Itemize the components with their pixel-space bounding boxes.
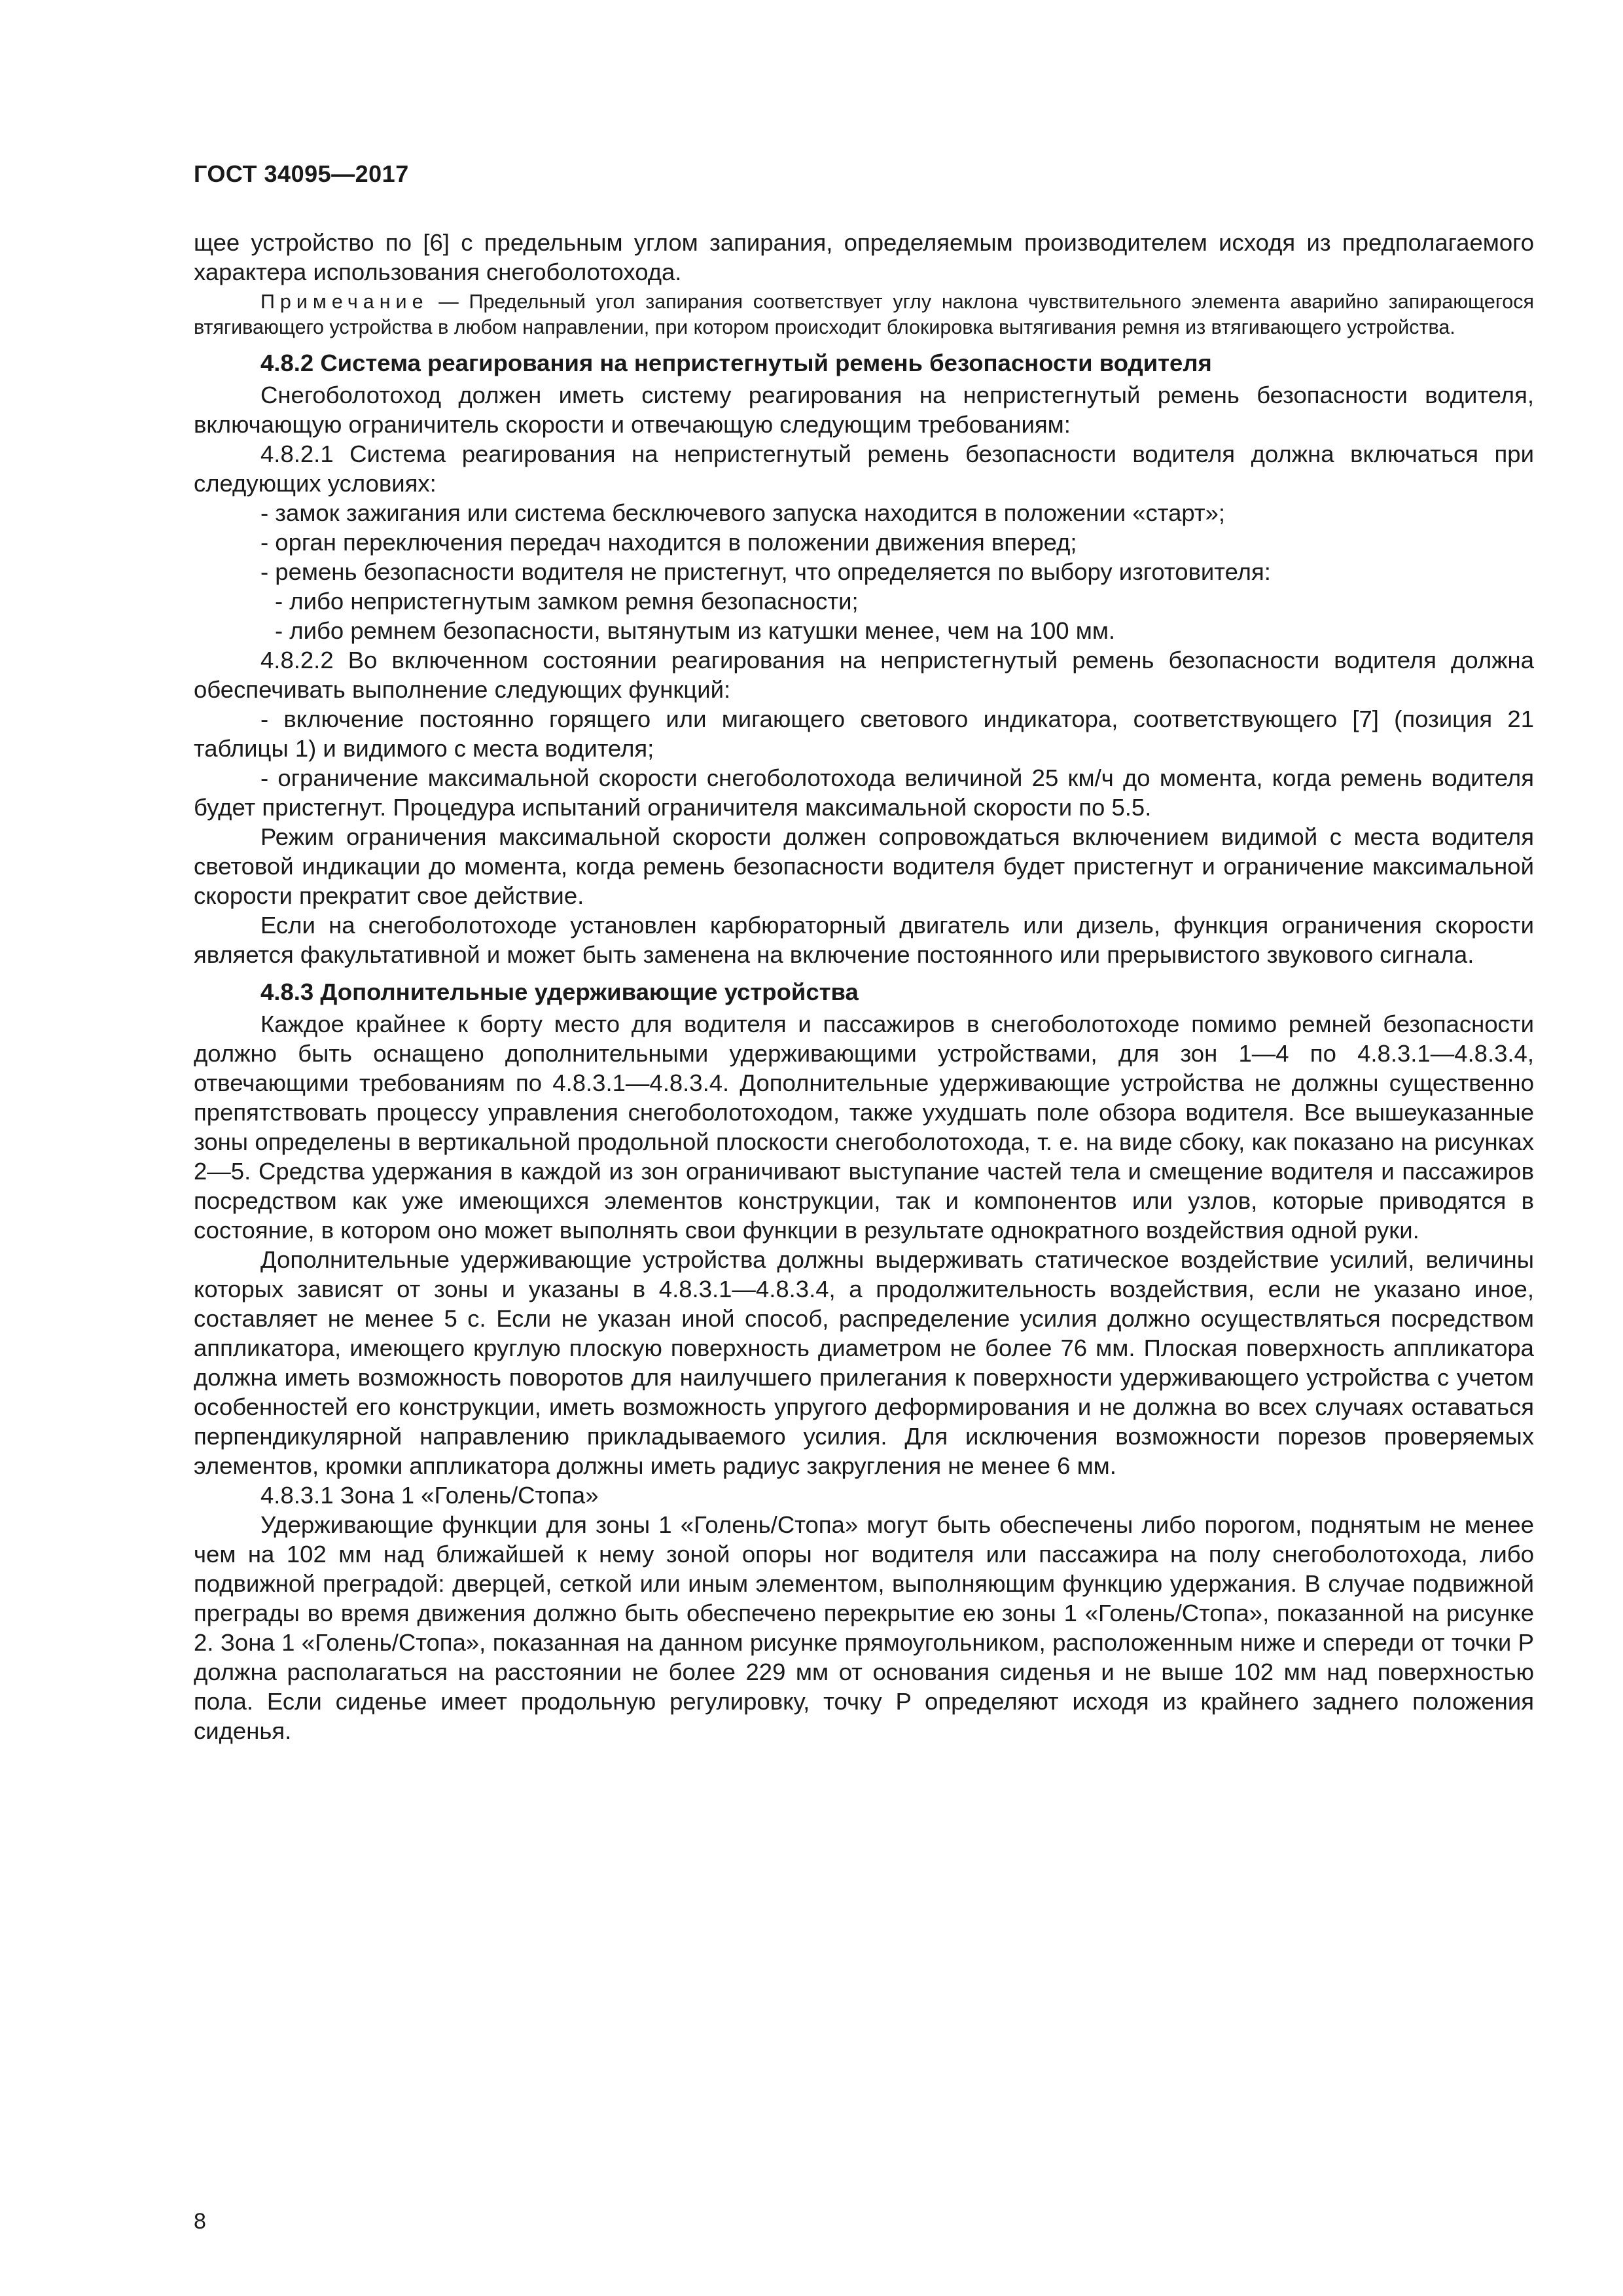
note	[194, 289, 1534, 340]
document-body	[194, 228, 1534, 1746]
list-item: - замок зажигания или система бесключевого запуска находится в положении «старт»;	[260, 499, 1226, 526]
section-heading-4-8-2: 4.8.2 Система реагирования на непристегнутый ремень безопасности водителя	[260, 350, 1212, 376]
subsection-title: 4.8.3.1 Зона 1 «Голень/Стопа»	[260, 1482, 599, 1509]
standard-code-header: ГОСТ 34095—2017	[194, 160, 409, 187]
paragraph: щее устройство по [6] с предельным углом запирания, определяемым производителем исходя из предполагаемого характера использования снегоболотохода.	[194, 229, 1534, 285]
list-item: - орган переключения передач находится в положении движения вперед;	[260, 529, 1077, 556]
list-subitem: - либо ремнем безопасности, вытянутым из катушки менее, чем на 100 мм.	[275, 617, 1116, 644]
list-subitem: - либо непристегнутым замком ремня безопасности;	[275, 588, 859, 615]
paragraph: Снегоболотоход должен иметь систему реагирования на непристегнутый ремень безопасности водителя, включающую ограничитель скорости и отвечающую следующим требованиям:	[194, 382, 1534, 438]
page-number: 8	[194, 2209, 206, 2234]
note-text: — Предельный угол запирания соответствует углу наклона чувствительного элемента аварийно запирающегося втягивающего устройства в любом направлении, при котором происходит блокировка вытягивания ремня из втягивающего устройства.	[194, 291, 1534, 338]
paragraph: Дополнительные удерживающие устройства должны выдерживать статическое воздействие усилий, величины которых зависят от зоны и указаны в 4.8.3.1—4.8.3.4, а продолжительность воздействия, если не указано иное, составляет не менее 5 с. Если не указан иной способ, распределение усилия должно осуществляться посредством аппликатора, имеющего круглую плоскую поверхность диаметром не более 76 мм. Плоская поверхность аппликатора должна иметь возможность поворотов для наилучшего прилегания к поверхности удерживающего устройства с учетом особенностей его конструкции, иметь возможность упругого деформирования и не должна во всех случаях оставаться перпендикулярной направлению прикладываемого усилия. Для исключения возможности порезов проверяемых элементов, кромки аппликатора должны иметь радиус закругления не менее 6 мм.	[194, 1246, 1534, 1479]
paragraph: Режим ограничения максимальной скорости должен сопровождаться включением видимой с места водителя световой индикации до момента, когда ремень безопасности водителя будет пристегнут и ограничение максимальной скорости прекратит свое действие.	[194, 823, 1534, 909]
paragraph: - включение постоянно горящего или мигающего светового индикатора, соответствующего [7] (позиция 21 таблицы 1) и видимого с места водителя;	[194, 706, 1534, 762]
paragraph: - ограничение максимальной скорости снегоболотохода величиной 25 км/ч до момента, когда ремень водителя будет пристегнут. Процедура испытаний ограничителя максимальной скорости по 5.5.	[194, 764, 1534, 821]
paragraph: 4.8.2.2 Во включенном состоянии реагирования на непристегнутый ремень безопасности водителя должна обеспечивать выполнение следующих функций:	[194, 647, 1534, 703]
section-heading-4-8-3: 4.8.3 Дополнительные удерживающие устройства	[260, 978, 859, 1005]
paragraph: Каждое крайнее к борту место для водителя и пассажиров в снегоболотоходе помимо ремней безопасности должно быть оснащено дополнительными удерживающими устройствами, для зон 1—4 по 4.8.3.1—4.8.3.4, отвечающими требованиям по 4.8.3.1—4.8.3.4. Дополнительные удерживающие устройства не должны существенно препятствовать процессу управления снегоболотоходом, также ухудшать поле обзора водителя. Все вышеуказанные зоны определены в вертикальной продольной плоскости снегоболотохода, т. е. на виде сбоку, как показано на рисунках 2—5. Средства удержания в каждой из зон ограничивают выступание частей тела и смещение водителя и пассажиров посредством как уже имеющихся элементов конструкции, так и компонентов или узлов, которые приводятся в состояние, в котором оно может выполнять свои функции в результате однократного воздействия одной руки.	[194, 1011, 1534, 1244]
paragraph: Если на снегоболотоходе установлен карбюраторный двигатель или дизель, функция ограничения скорости является факультативной и может быть заменена на включение постоянного или прерывистого звукового сигнала.	[194, 912, 1534, 968]
paragraph: 4.8.2.1 Система реагирования на непристегнутый ремень безопасности водителя должна включаться при следующих условиях:	[194, 440, 1534, 497]
list-item: - ремень безопасности водителя не пристегнут, что определяется по выбору изготовителя:	[260, 558, 1271, 585]
note-label: Примечание	[260, 291, 429, 313]
paragraph: Удерживающие функции для зоны 1 «Голень/Стопа» могут быть обеспечены либо порогом, поднятым не менее чем на 102 мм над ближайшей к нему зоной опоры ног водителя или пассажира на полу снегоболотохода, либо подвижной преградой: дверцей, сеткой или иным элементом, выполняющим функцию удержания. В случае подвижной преграды во время движения должно быть обеспечено перекрытие ею зоны 1 «Голень/Стопа», показанной на рисунке 2. Зона 1 «Голень/Стопа», показанная на данном рисунке прямоугольником, расположенным ниже и спереди от точки P должна располагаться на расстоянии не более 229 мм от основания сиденья и не выше 102 мм над поверхностью пола. Если сиденье имеет продольную регулировку, точку P определяют исходя из крайнего заднего положения сиденья.	[194, 1511, 1534, 1744]
